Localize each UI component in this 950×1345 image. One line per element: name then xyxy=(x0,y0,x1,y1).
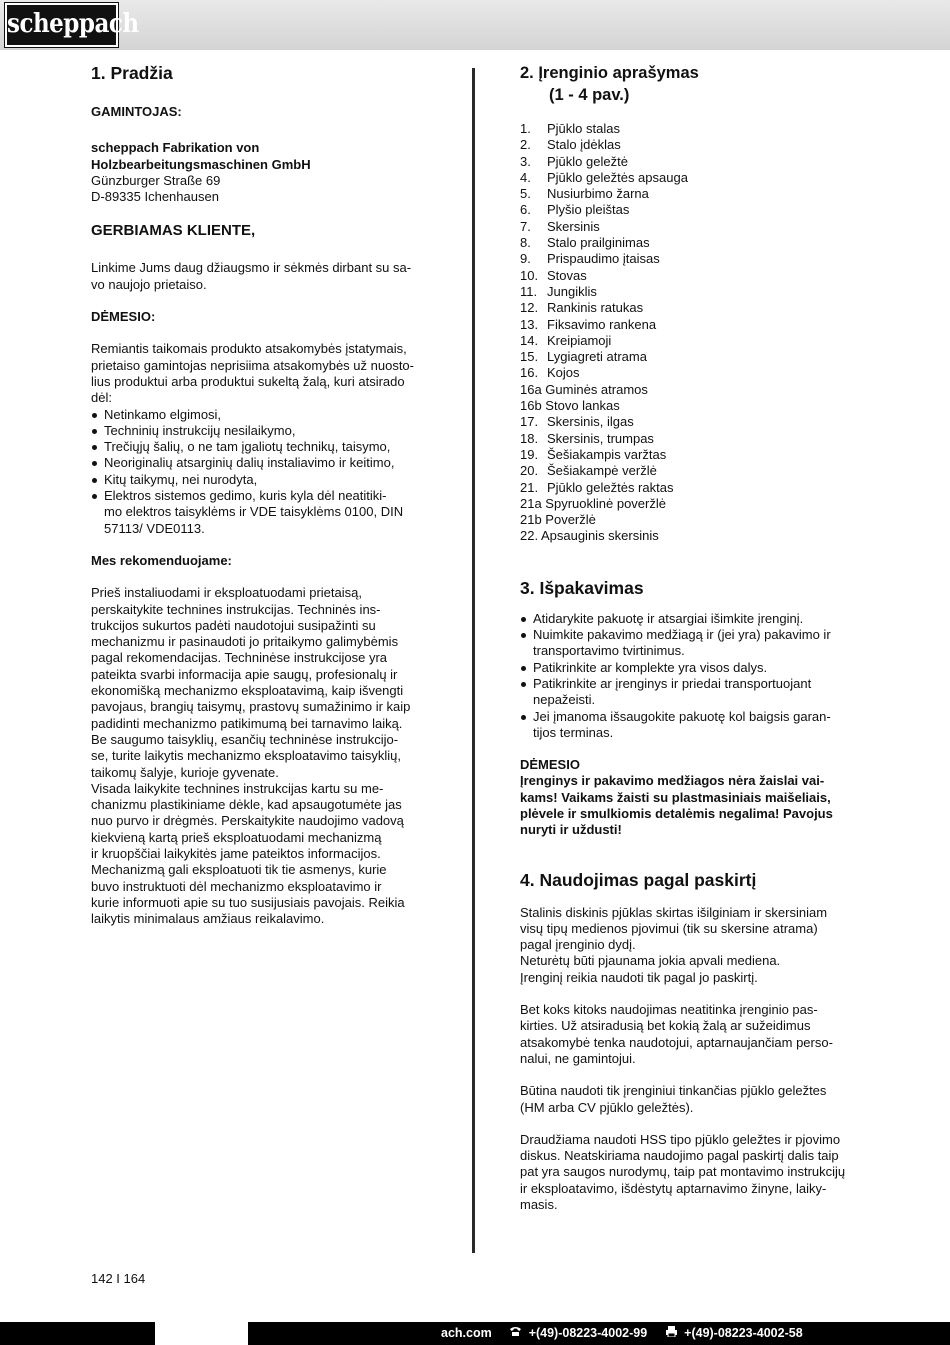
paragraph-line: Stalinis diskinis pjūklas skirtas išilginiam ir skersiniam xyxy=(520,904,828,920)
company-name-line1: scheppach Fabrikation von xyxy=(91,140,260,156)
paragraph-line: (HM arba CV pjūklo geležtės). xyxy=(520,1099,694,1115)
list-item: 22. Apsauginis skersinis xyxy=(520,528,659,544)
item-text: Skersinis, trumpas xyxy=(547,430,654,446)
liability-line: lius produktui arba produktui sukeltą žalą, kuri atsirado xyxy=(91,373,405,389)
list-item xyxy=(520,170,865,186)
list-item-line: Elektros sistemos gedimo, kuris kyla dėl neatitiki- xyxy=(104,488,387,504)
section-1-title: 1. Pradžia xyxy=(91,63,173,83)
list-item-line: nepažeisti. xyxy=(533,692,596,708)
list-item-line: Nuimkite pakavimo medžiagą ir (jei yra) pakavimo ir xyxy=(533,627,831,643)
list-item-line: mo elektros taisyklėms ir VDE taisyklėms 0100, DIN xyxy=(104,504,404,520)
item-number: 6. xyxy=(520,202,531,218)
list-item: 21a Spyruoklinė poveržlė xyxy=(520,495,666,511)
brand-logo xyxy=(5,3,139,47)
item-number: 1. xyxy=(520,121,531,136)
paragraph-line: ir eksploatavimo, išdėstytų aptarnavimo žinyne, laiky- xyxy=(520,1180,827,1196)
paragraph-line: trukcijos sukurtos padėti naudotojui susipažinti su xyxy=(91,617,376,633)
list-item-line: Patikrinkite ar įrenginys ir priedai transportuojant xyxy=(533,675,812,691)
item-number: 15. xyxy=(520,349,539,365)
item-text: Kreipiamoji xyxy=(547,332,612,348)
warning-line: Įrenginys ir pakavimo medžiagos nėra žaislai vai- xyxy=(520,773,825,789)
section-2-subtitle: (1 - 4 pav.) xyxy=(549,86,630,104)
paragraph-line: masis. xyxy=(520,1197,558,1213)
paragraph-line: Neturėtų būti pjaunama jokia apvali mediena. xyxy=(520,953,781,969)
list-item: 16b Stovo lankas xyxy=(520,398,620,414)
paragraph-line: nalui, ne gamintojui. xyxy=(520,1050,636,1066)
item-text: Stalo prailginimas xyxy=(547,235,650,251)
paragraph-line: Būtina naudoti tik įrenginiui tinkančias pjūklo geležtes xyxy=(520,1083,827,1099)
footer-contact xyxy=(441,1322,803,1345)
list-item xyxy=(520,202,865,218)
warning-line: plėvele ir smulkiomis detalėmis negalima! Pavojus xyxy=(520,805,833,821)
list-item xyxy=(520,611,865,627)
list-item: 16a Guminės atramos xyxy=(520,381,648,397)
paragraph-line: pat yra saugos nurodymų, taip pat montavimo instrukcijų xyxy=(520,1164,846,1180)
list-item xyxy=(520,154,865,170)
item-text: Šešiakampis varžtas xyxy=(547,446,667,462)
item-text: Pjūklo geležtės raktas xyxy=(547,479,674,495)
item-text: Jungiklis xyxy=(547,283,597,299)
paragraph-line: kirties. Už atsiradusią bet kokią žalą ar sužeidimus xyxy=(520,1018,811,1034)
list-item xyxy=(520,186,865,202)
greeting-heading: GERBIAMAS KLIENTE, xyxy=(91,222,256,240)
company-name-line2: Holzbearbeitungsmaschinen GmbH xyxy=(91,156,311,172)
list-item xyxy=(520,333,865,349)
manufacturer-label: GAMINTOJAS: xyxy=(91,104,182,119)
use-paragraph-4 xyxy=(520,1132,865,1213)
header-bar xyxy=(0,0,950,50)
list-item xyxy=(520,317,865,333)
list-item xyxy=(91,488,436,537)
list-item-line: Patikrinkite ar komplekte yra visos dalys. xyxy=(533,659,768,675)
list-item: Netinkamo elgimosi, xyxy=(91,407,436,423)
paragraph-line: atsakomybė tenka naudotojui, aptarnaujančiam perso- xyxy=(520,1034,833,1050)
paragraph-line: Draudžiama naudoti HSS tipo pjūklo geležtes ir pjovimo xyxy=(520,1131,841,1147)
item-text: Rankinis ratukas xyxy=(547,300,644,316)
paragraph-line: perskaitykite technines instrukcijas. Techninės ins- xyxy=(91,601,381,617)
paragraph-line: kurie informuoti apie su tuo susijusiais pavojais. Reikia xyxy=(91,894,405,910)
item-number: 12. xyxy=(520,300,539,316)
item-number: 17. xyxy=(520,414,539,430)
use-paragraph-3 xyxy=(520,1083,865,1116)
page-number: 142 I 164 xyxy=(91,1271,146,1286)
list-item: Neoriginalių atsarginių dalių instaliavimo ir keitimo, xyxy=(91,455,436,471)
list-item xyxy=(520,219,865,235)
warning-line: kams! Vaikams žaisti su plastmasiniais maišeliais, xyxy=(520,789,831,805)
warning-line: nuryti ir uždusti! xyxy=(520,822,622,838)
section-3-title: 3. Išpakavimas xyxy=(520,577,644,598)
paragraph-line: Bet koks kitoks naudojimas neatitinka įrenginio pas- xyxy=(520,1002,818,1018)
list-item xyxy=(520,676,865,709)
item-text: Pjūklo stalas xyxy=(547,121,620,136)
paragraph-line: Mechanizmą gali eksploatuoti tik tie asmenys, kurie xyxy=(91,862,387,878)
item-number: 9. xyxy=(520,251,531,267)
item-number: 10. xyxy=(520,267,539,283)
list-item-line: tijos terminas. xyxy=(533,724,614,740)
paragraph-line: laikytis minimalaus amžiaus reikalavimo. xyxy=(91,911,325,927)
paragraph-line: padidinti mechanizmo patikimumą bei tarnavimo laiką. xyxy=(91,715,403,731)
item-number: 20. xyxy=(520,463,539,479)
fax-icon xyxy=(665,1322,678,1345)
list-item-line: 57113/ VDE0113. xyxy=(104,520,205,536)
use-paragraph-1 xyxy=(520,905,865,986)
recommend-paragraph xyxy=(91,585,436,927)
section-2-title: 2. Įrenginio aprašymas xyxy=(520,64,699,82)
list-item xyxy=(520,431,865,447)
liability-bullet-list xyxy=(91,407,436,537)
item-number: 2. xyxy=(520,137,531,153)
list-item xyxy=(520,251,865,267)
company-city: D-89335 Ichenhausen xyxy=(91,189,219,205)
list-item xyxy=(520,660,865,676)
list-item xyxy=(520,349,865,365)
list-item-line: transportavimo tvirtinimus. xyxy=(533,643,685,659)
unpacking-bullet-list xyxy=(520,611,865,741)
item-number: 21. xyxy=(520,479,539,495)
item-text: Pjūklo geležtės apsauga xyxy=(547,169,688,185)
use-paragraph-2 xyxy=(520,1002,865,1067)
paragraph-line: chanizmu plastikiniame dėkle, kad apsaugotumėte jas xyxy=(91,797,402,813)
item-number: 14. xyxy=(520,332,539,348)
paragraph-line: Visada laikykite technines instrukcijas kartu su me- xyxy=(91,780,384,796)
list-item: Kitų taikymų, nei nurodyta, xyxy=(91,472,436,488)
item-text: Skersinis, ilgas xyxy=(547,414,634,430)
item-text: Fiksavimo rankena xyxy=(547,316,657,332)
paragraph-line: Be saugumo taisyklių, esančių techninėse instrukcijo- xyxy=(91,731,399,747)
item-number: 5. xyxy=(520,186,531,202)
column-divider xyxy=(472,68,475,1253)
list-item xyxy=(520,284,865,300)
list-item xyxy=(520,463,865,479)
parts-list xyxy=(520,121,865,545)
paragraph-line: taikomų šalyje, kurioje gyvenate. xyxy=(91,764,279,780)
item-number: 7. xyxy=(520,218,531,234)
footer-fax: +(49)-08223-4002-58 xyxy=(684,1326,803,1340)
paragraph-line: Įrenginį reikia naudoti tik pagal jo paskirtį. xyxy=(520,969,758,985)
item-text: Pjūklo geležtė xyxy=(547,153,628,169)
list-item xyxy=(520,709,865,742)
left-column xyxy=(91,62,436,927)
brand-logo-text: scheppach xyxy=(7,7,139,40)
item-text: Lygiagreti atrama xyxy=(547,349,647,365)
item-text: Šešiakampė veržlė xyxy=(547,463,657,479)
footer-phone: +(49)-08223-4002-99 xyxy=(528,1326,648,1340)
list-item-line: Atidarykite pakuotę ir atsargiai išimkite įrenginį. xyxy=(533,610,804,626)
phone-icon xyxy=(509,1322,522,1345)
recommend-heading: Mes rekomenduojame: xyxy=(91,552,232,568)
list-item xyxy=(520,627,865,660)
item-text: Nusiurbimo žarna xyxy=(547,186,649,202)
paragraph-line: pagal įrenginio dydį. xyxy=(520,937,636,953)
paragraph-line: visų tipų medienos pjovimui (tik su skersine atrama) xyxy=(520,920,818,936)
paragraph-line: buvo instruktuoti dėl mechanizmo eksploatavimo ir xyxy=(91,878,382,894)
item-number: 8. xyxy=(520,235,531,251)
list-item: 21b Poveržlė xyxy=(520,512,596,528)
warning-heading: DĖMESIO xyxy=(520,757,580,773)
list-item xyxy=(520,480,865,496)
paragraph-line: pagal rekomendacijas. Techninėse instrukcijose yra xyxy=(91,650,388,666)
list-item xyxy=(520,121,865,137)
item-number: 4. xyxy=(520,169,531,185)
list-item xyxy=(520,300,865,316)
item-number: 13. xyxy=(520,316,539,332)
paragraph-line: ekonomišką mechanizmo eksploatavimą, kaip išvengti xyxy=(91,683,404,699)
paragraph-line: nuo purvo ir drėgmės. Perskaitykite naudojimo vadovą xyxy=(91,813,404,829)
paragraph-line: se, turite laikytis mechanizmo eksploatavimo taisyklių, xyxy=(91,748,401,764)
item-number: 3. xyxy=(520,153,531,169)
item-number: 19. xyxy=(520,446,539,462)
list-item xyxy=(520,365,865,381)
list-item xyxy=(520,447,865,463)
item-text: Stovas xyxy=(547,267,587,283)
paragraph-line: mechanizmu ir pasinaudoti jo pritaikymo galimybėmis xyxy=(91,634,399,650)
paragraph-line: ir kruopščiai laikykitės jame pateiktos informacijos. xyxy=(91,845,381,861)
list-item: Trečiųjų šalių, o ne tam įgaliotų technikų, taisymo, xyxy=(91,439,436,455)
item-text: Plyšio pleištas xyxy=(547,202,630,218)
warning-text xyxy=(520,773,865,838)
liability-line: prietaiso gamintojas neprisiima atsakomybės už nuosto- xyxy=(91,357,414,373)
liability-line: Remiantis taikomais produkto atsakomybės įstatymais, xyxy=(91,341,407,357)
footer-bar-left xyxy=(0,1322,155,1345)
list-item xyxy=(520,235,865,251)
paragraph-line: diskus. Neatskiriama naudojimo pagal paskirtį dalis taip xyxy=(520,1148,839,1164)
paragraph-line: Prieš instaliuodami ir eksploatuodami prietaisą, xyxy=(91,585,362,601)
item-text: Stalo įdėklas xyxy=(547,137,621,153)
footer-website: ach.com xyxy=(441,1326,492,1340)
list-item xyxy=(520,268,865,284)
paragraph-line: kiekvieną kartą prieš eksploatuodami mechanizmą xyxy=(91,829,382,845)
section-4-title: 4. Naudojimas pagal paskirtį xyxy=(520,869,757,890)
company-street: Günzburger Straße 69 xyxy=(91,172,221,188)
footer-gap xyxy=(155,1322,248,1345)
list-item xyxy=(520,137,865,153)
attention-heading: DĖMESIO: xyxy=(91,309,156,325)
right-column xyxy=(520,62,865,1213)
item-text: Skersinis xyxy=(547,218,600,234)
wish-line: vo naujojo prietaiso. xyxy=(91,276,207,292)
item-number: 16. xyxy=(520,365,539,381)
footer-bar xyxy=(248,1322,950,1345)
list-item xyxy=(520,414,865,430)
list-item-line: Jei įmanoma išsaugokite pakuotę kol baigsis garan- xyxy=(533,708,831,724)
item-number: 11. xyxy=(520,283,538,299)
list-item: Techninių instrukcijų nesilaikymo, xyxy=(91,423,436,439)
item-text: Prispaudimo įtaisas xyxy=(547,251,660,267)
wish-line: Linkime Jums daug džiaugsmo ir sėkmės dirbant su sa- xyxy=(91,260,412,276)
paragraph-line: pavojaus, brangių taisymų, prastovų sumažinimo ir kaip xyxy=(91,699,411,715)
liability-line: dėl: xyxy=(91,390,112,406)
paragraph-line: pateikta svarbi informacija apie saugų, profesionalų ir xyxy=(91,666,398,682)
item-number: 18. xyxy=(520,430,539,446)
item-text: Kojos xyxy=(547,365,580,381)
